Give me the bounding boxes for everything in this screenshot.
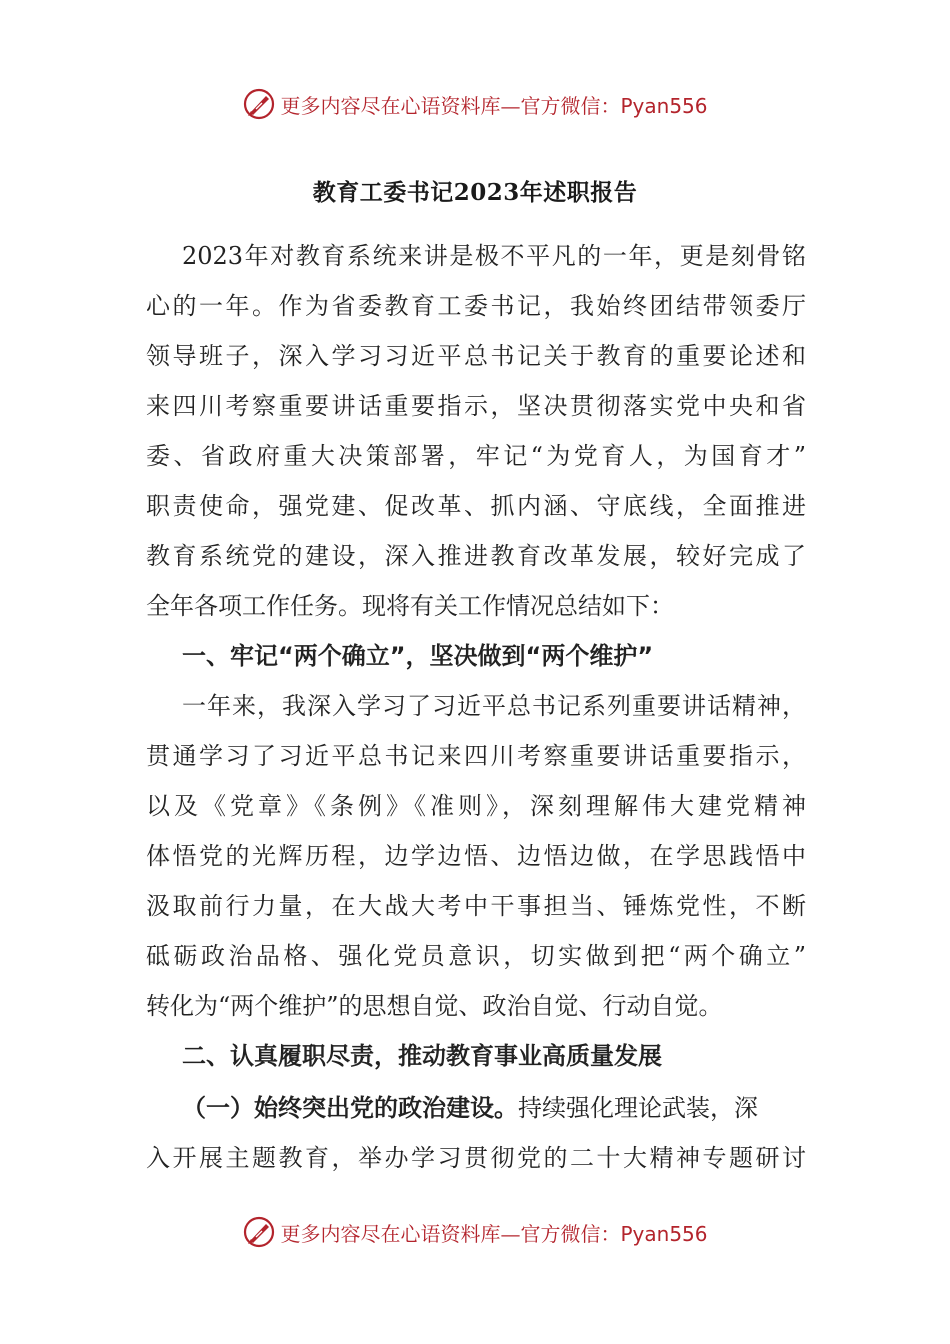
paragraph-2-line-5: 汲取前行力量，在大战大考中干事担当、锤炼党性，不断 [146, 892, 806, 920]
header-watermark-banner [0, 84, 950, 124]
paragraph-3-line-1 [182, 1092, 806, 1124]
banner-text [280, 90, 707, 119]
paragraph-2-line-2: 贯通学习了习近平总书记来四川考察重要讲话重要指示， [146, 742, 806, 770]
pen-feather-logo-icon [242, 1215, 276, 1249]
banner-text [280, 1218, 707, 1247]
banner-wechat-id: Pyan556 [620, 1221, 708, 1246]
paragraph-1-line-7: 教育系统党的建设，深入推进教育改革发展，较好完成了 [146, 542, 806, 570]
paragraph-1-line-8: 全年各项工作任务。现将有关工作情况总结如下： [146, 592, 674, 620]
banner-wechat-id: Pyan556 [620, 93, 708, 118]
paragraph-1-line-3: 领导班子，深入学习习近平总书记关于教育的重要论述和 [146, 342, 806, 370]
paragraph-2-line-6: 砥砺政治品格、强化党员意识，切实做到把“两个确立” [146, 942, 806, 970]
paragraph-1-line-4: 来四川考察重要讲话重要指示，坚决贯彻落实党中央和省 [146, 392, 806, 420]
banner-promo-text: 更多内容尽在心语资料库—官方微信： [280, 1221, 621, 1246]
paragraph-2-line-3: 以及《党章》《条例》《准则》，深刻理解伟大建党精神 [146, 792, 806, 820]
paragraph-2-line-1: 一年来，我深入学习了习近平总书记系列重要讲话精神， [182, 692, 806, 720]
pen-feather-logo-icon [242, 87, 276, 121]
paragraph-3-line-2: 入开展主题教育，举办学习贯彻党的二十大精神专题研讨 [146, 1144, 806, 1172]
subheading-1: （一）始终突出党的政治建设。 [182, 1094, 518, 1122]
paragraph-1-line-6: 职责使命，强党建、促改革、抓内涵、守底线，全面推进 [146, 492, 806, 520]
paragraph-3-line-1-rest: 持续强化理论武装，深 [518, 1094, 758, 1122]
paragraph-1-line-5: 委、省政府重大决策部署，牢记“为党育人，为国育才” [146, 442, 806, 470]
document-title: 教育工委书记2023年述职报告 [312, 179, 638, 206]
section-heading-2: 二、认真履职尽责，推动教育事业高质量发展 [182, 1042, 662, 1070]
paragraph-1-line-1: 2023年对教育系统来讲是极不平凡的一年，更是刻骨铭 [182, 242, 806, 270]
footer-watermark-banner [0, 1212, 950, 1252]
paragraph-1-line-2: 心的一年。作为省委教育工委书记，我始终团结带领委厅 [146, 292, 806, 320]
paragraph-2-line-7: 转化为“两个维护”的思想自觉、政治自觉、行动自觉。 [146, 992, 723, 1020]
paragraph-2-line-4: 体悟党的光辉历程，边学边悟、边悟边做，在学思践悟中 [146, 842, 806, 870]
banner-promo-text: 更多内容尽在心语资料库—官方微信： [280, 93, 621, 118]
section-heading-1: 一、牢记“两个确立”，坚决做到“两个维护” [182, 642, 654, 670]
